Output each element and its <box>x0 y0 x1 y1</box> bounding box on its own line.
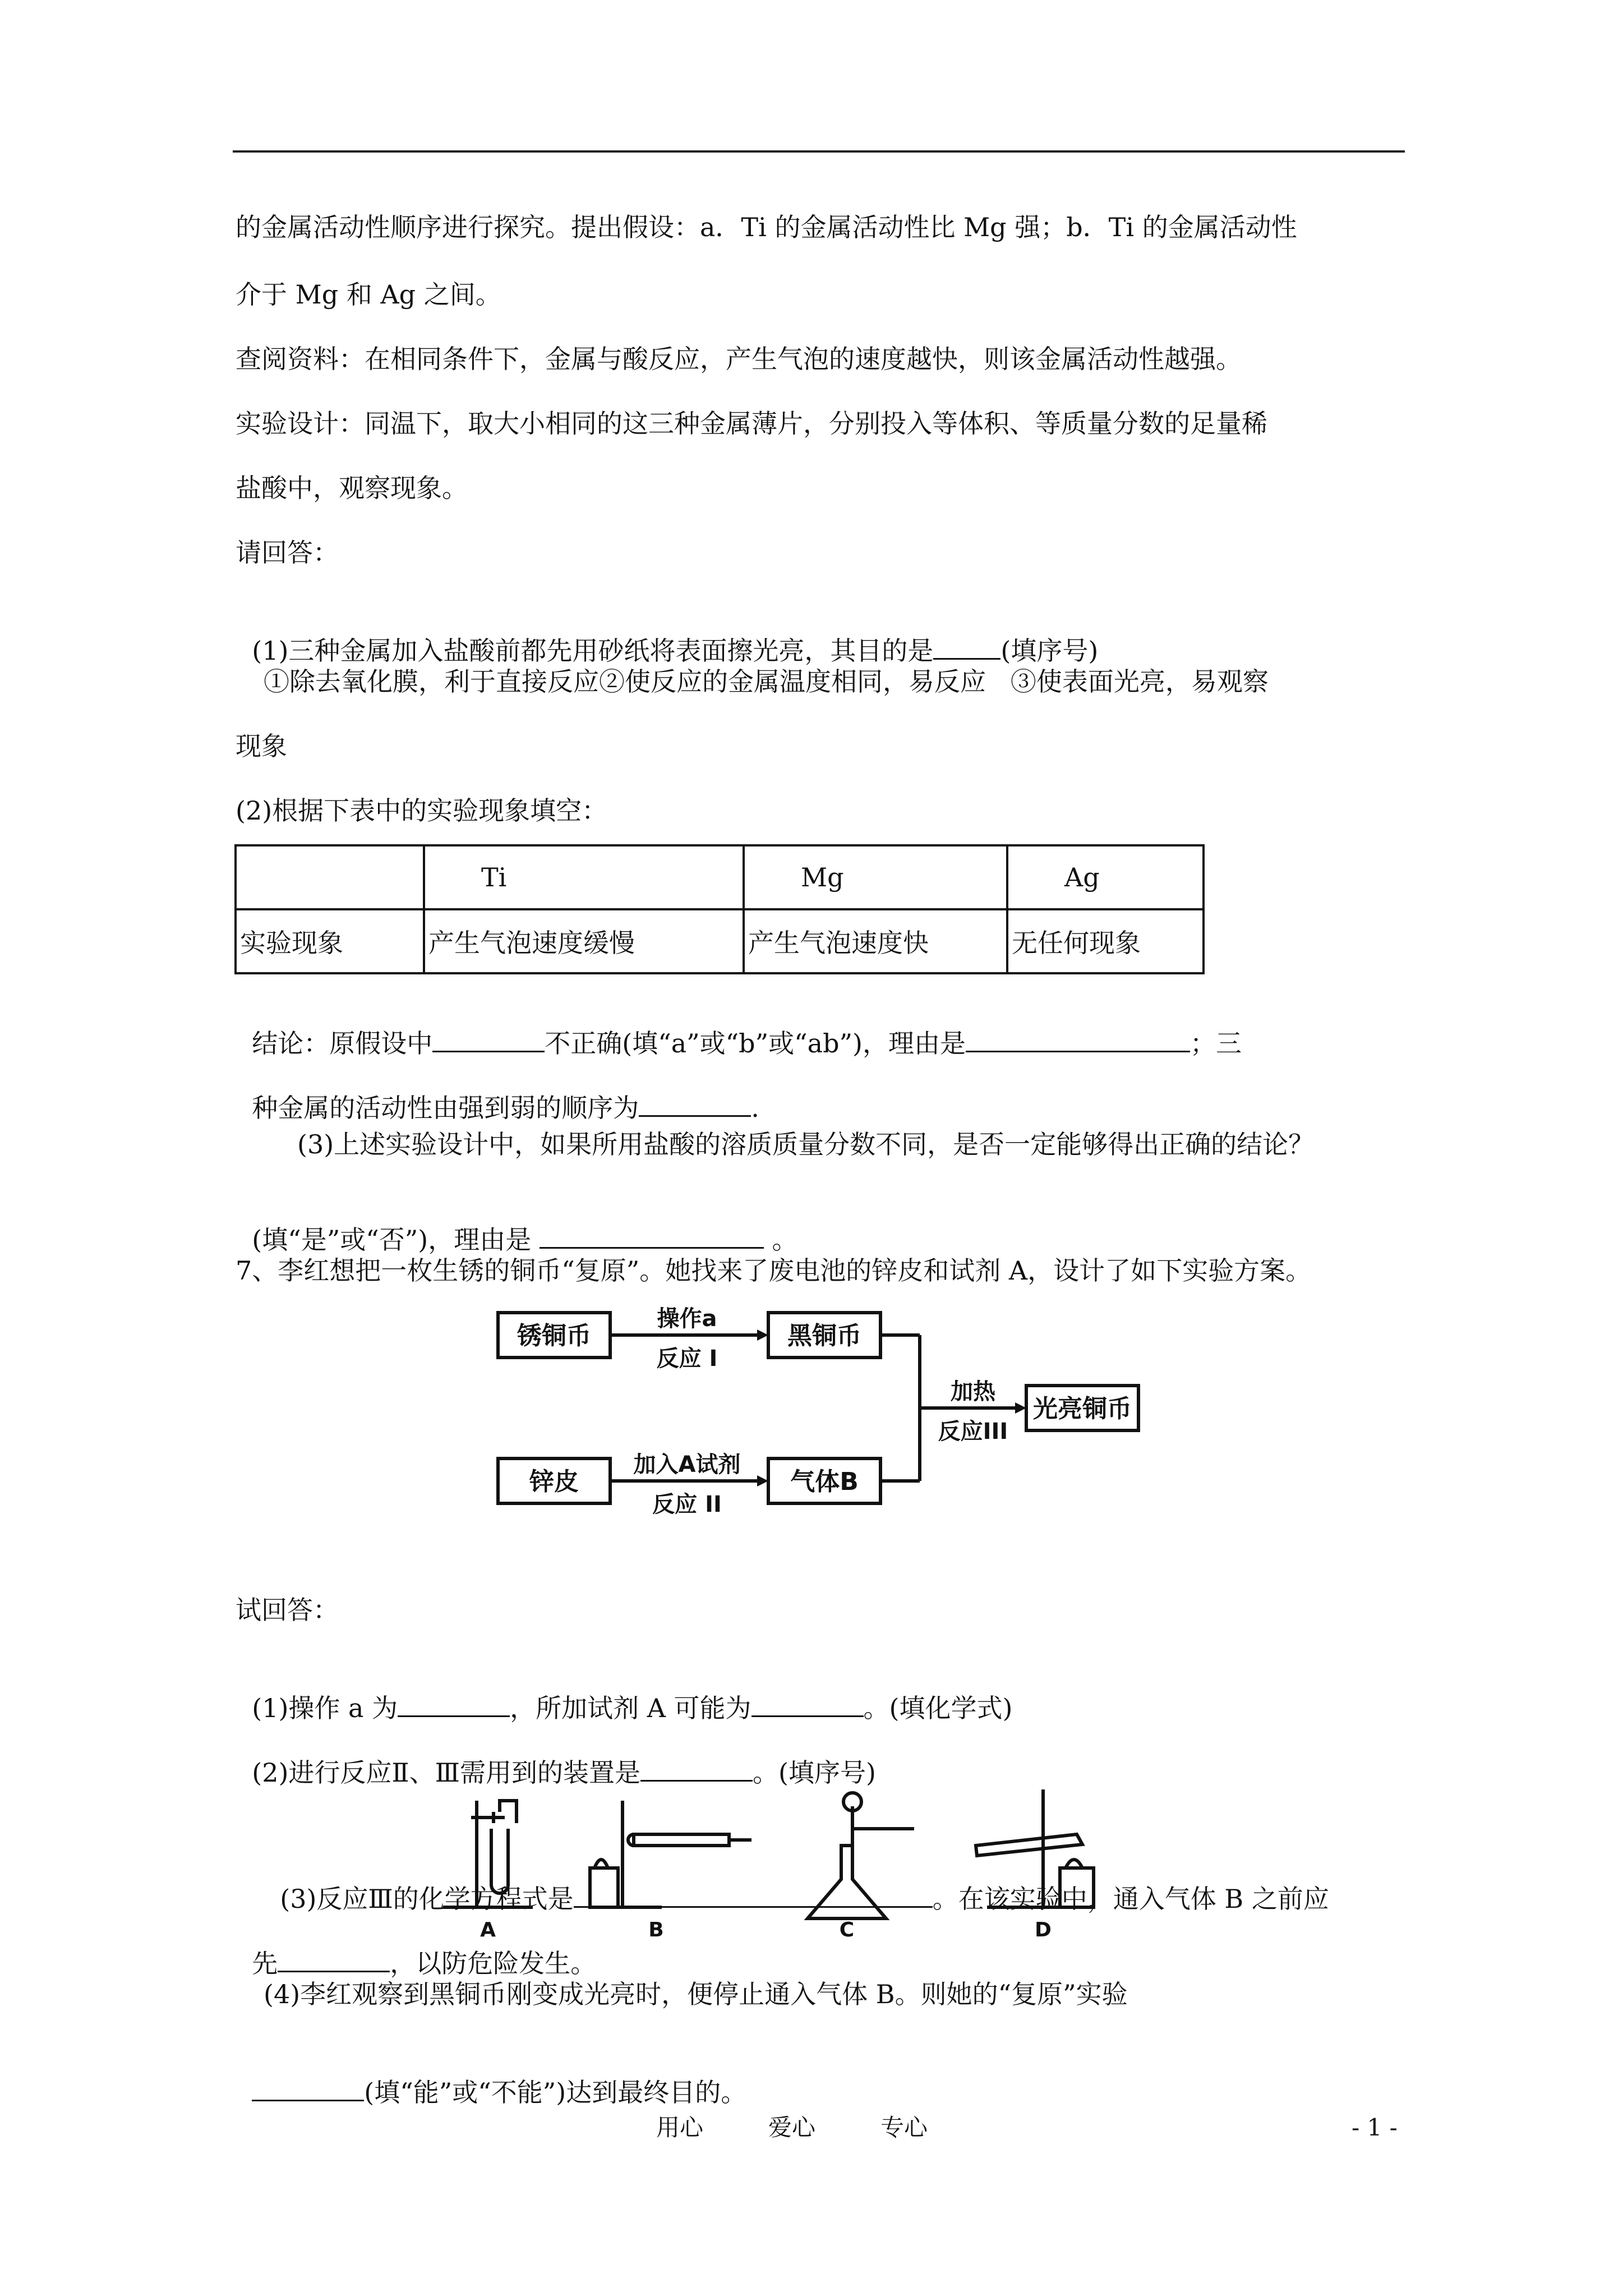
q7-sub-4b <box>236 2042 746 2109</box>
table-cell: 无任何现象 <box>1007 909 1204 973</box>
text-line: 查阅资料：在相同条件下，金属与酸反应，产生气泡的速度越快，则该金属活动性越强。 <box>236 344 1242 374</box>
q7-text: ，以防危险发生。 <box>390 1948 597 1978</box>
q3-text: 。 <box>763 1225 798 1255</box>
text-line: 实验设计：同温下，取大小相同的这三种金属薄片，分别投入等体积、等质量分数的足量稀 <box>236 408 1267 439</box>
arrow-label: 反应III <box>938 1419 1008 1444</box>
q1-text: (1)三种金属加入盐酸前都先用砂纸将表面擦光亮，其目的是 <box>252 636 934 666</box>
table-cell <box>236 845 424 909</box>
table-cell: 产生气泡速度快 <box>744 909 1007 973</box>
flow-label: 气体B <box>790 1467 859 1496</box>
q7-text: 。(填序号) <box>753 1757 876 1788</box>
arrow-label: 操作a <box>657 1306 717 1332</box>
q1-options: ①除去氧化膜，利于直接反应②使反应的金属温度相同，易反应 ③使表面光亮，易观察 <box>264 666 1269 697</box>
q7-text: 先 <box>252 1948 278 1978</box>
table-cell: 产生气泡速度缓慢 <box>424 909 744 973</box>
table-row <box>236 909 1204 973</box>
conclusion-line-2 <box>236 1057 759 1125</box>
answer-blank[interactable] <box>278 1947 390 1972</box>
answer-blank[interactable] <box>639 1092 751 1117</box>
q7-title: 7、李红想把一枚生锈的铜币“复原”。她找来了废电池的锌皮和试剂 A，设计了如下实验方案。 <box>236 1255 1312 1286</box>
text-line: 请回答： <box>236 537 339 568</box>
footer-word: 爱心 <box>768 2114 816 2141</box>
flow-label: 锈铜币 <box>517 1322 591 1350</box>
footer-word: 专心 <box>880 2114 928 2141</box>
answer-blank[interactable] <box>751 1692 864 1717</box>
q7-sub-1 <box>236 1658 1012 1725</box>
apparatus-label: C <box>839 1918 855 1941</box>
q7-text: (3)反应Ⅲ的化学方程式是 <box>280 1884 574 1914</box>
apparatus-label: B <box>648 1918 664 1941</box>
conclusion-text: . <box>751 1093 759 1123</box>
arrow-label: 加入A试剂 <box>633 1452 741 1478</box>
table-cell: Mg <box>744 845 1007 909</box>
conclusion-text: 不正确(填“a”或“b”或“ab”)，理由是 <box>545 1028 966 1059</box>
try-answer: 试回答： <box>236 1595 339 1625</box>
table-header-row <box>236 845 1204 909</box>
q3-line-2 <box>236 1189 797 1257</box>
text-line: 的金属活动性顺序进行探究。提出假设：a．Ti 的金属活动性比 Mg 强；b．Ti 的金属活动性 <box>236 212 1297 242</box>
q2-text: (2)根据下表中的实验现象填空： <box>236 795 608 826</box>
footer-word: 用心 <box>656 2114 704 2141</box>
answer-blank[interactable] <box>540 1223 764 1249</box>
page-number: - 1 - <box>1352 2114 1398 2141</box>
q7-text: ，所加试剂 A 可能为 <box>510 1693 751 1723</box>
arrow-label: 反应 I <box>656 1346 718 1372</box>
answer-blank[interactable] <box>398 1692 510 1717</box>
answer-blank[interactable] <box>574 1883 933 1908</box>
conclusion-text: 种金属的活动性由强到弱的顺序为 <box>252 1093 639 1123</box>
answer-blank[interactable] <box>966 1027 1190 1052</box>
text-line: 介于 Mg 和 Ag 之间。 <box>236 279 501 310</box>
flow-diagram <box>494 1301 1144 1559</box>
answer-blank[interactable] <box>432 1027 545 1052</box>
apparatus-label: D <box>1035 1918 1052 1941</box>
q7-sub-4: (4)李红观察到黑铜币刚变成光亮时，便停止通入气体 B。则她的“复原”实验 <box>264 1979 1128 2009</box>
q7-sub-3b <box>236 1913 596 1980</box>
table-cell: 实验现象 <box>236 909 424 973</box>
arrow-label: 反应 II <box>652 1492 722 1517</box>
q3-text: (填“是”或“否”)，理由是 <box>252 1225 540 1255</box>
q7-text: (2)进行反应Ⅱ、Ⅲ需用到的装置是 <box>252 1757 641 1788</box>
results-table <box>234 844 1205 974</box>
arrow-label: 加热 <box>951 1379 995 1405</box>
q7-sub-3 <box>264 1848 1329 1916</box>
header-rule <box>233 150 1405 153</box>
table-cell: Ti <box>424 845 744 909</box>
table-cell: Ag <box>1007 845 1204 909</box>
q7-text: 。(填化学式) <box>863 1693 1013 1723</box>
answer-blank[interactable] <box>933 634 1000 660</box>
text-line: 现象 <box>236 731 287 761</box>
q3-text: (3)上述实验设计中，如果所用盐酸的溶质质量分数不同，是否一定能够得出正确的结论？ <box>297 1129 1315 1159</box>
apparatus-label: A <box>480 1918 496 1941</box>
q1-hint: (填序号) <box>1000 636 1099 666</box>
q7-text: (填“能”或“不能”)达到最终目的。 <box>364 2077 747 2108</box>
flow-label: 光亮铜币 <box>1033 1395 1132 1423</box>
q7-text: 。在该实验中，通入气体 B 之前应 <box>932 1884 1329 1914</box>
flow-label: 黑铜币 <box>787 1322 861 1350</box>
q7-text: (1)操作 a 为 <box>252 1693 398 1723</box>
answer-blank[interactable] <box>252 2076 364 2101</box>
conclusion-text: 结论：原假设中 <box>252 1028 433 1059</box>
conclusion-text: ；三 <box>1189 1028 1242 1059</box>
conclusion-line-1 <box>236 993 1242 1060</box>
question-1 <box>236 600 1098 668</box>
text-line: 盐酸中，观察现象。 <box>236 473 468 503</box>
flow-label: 锌皮 <box>529 1467 579 1496</box>
